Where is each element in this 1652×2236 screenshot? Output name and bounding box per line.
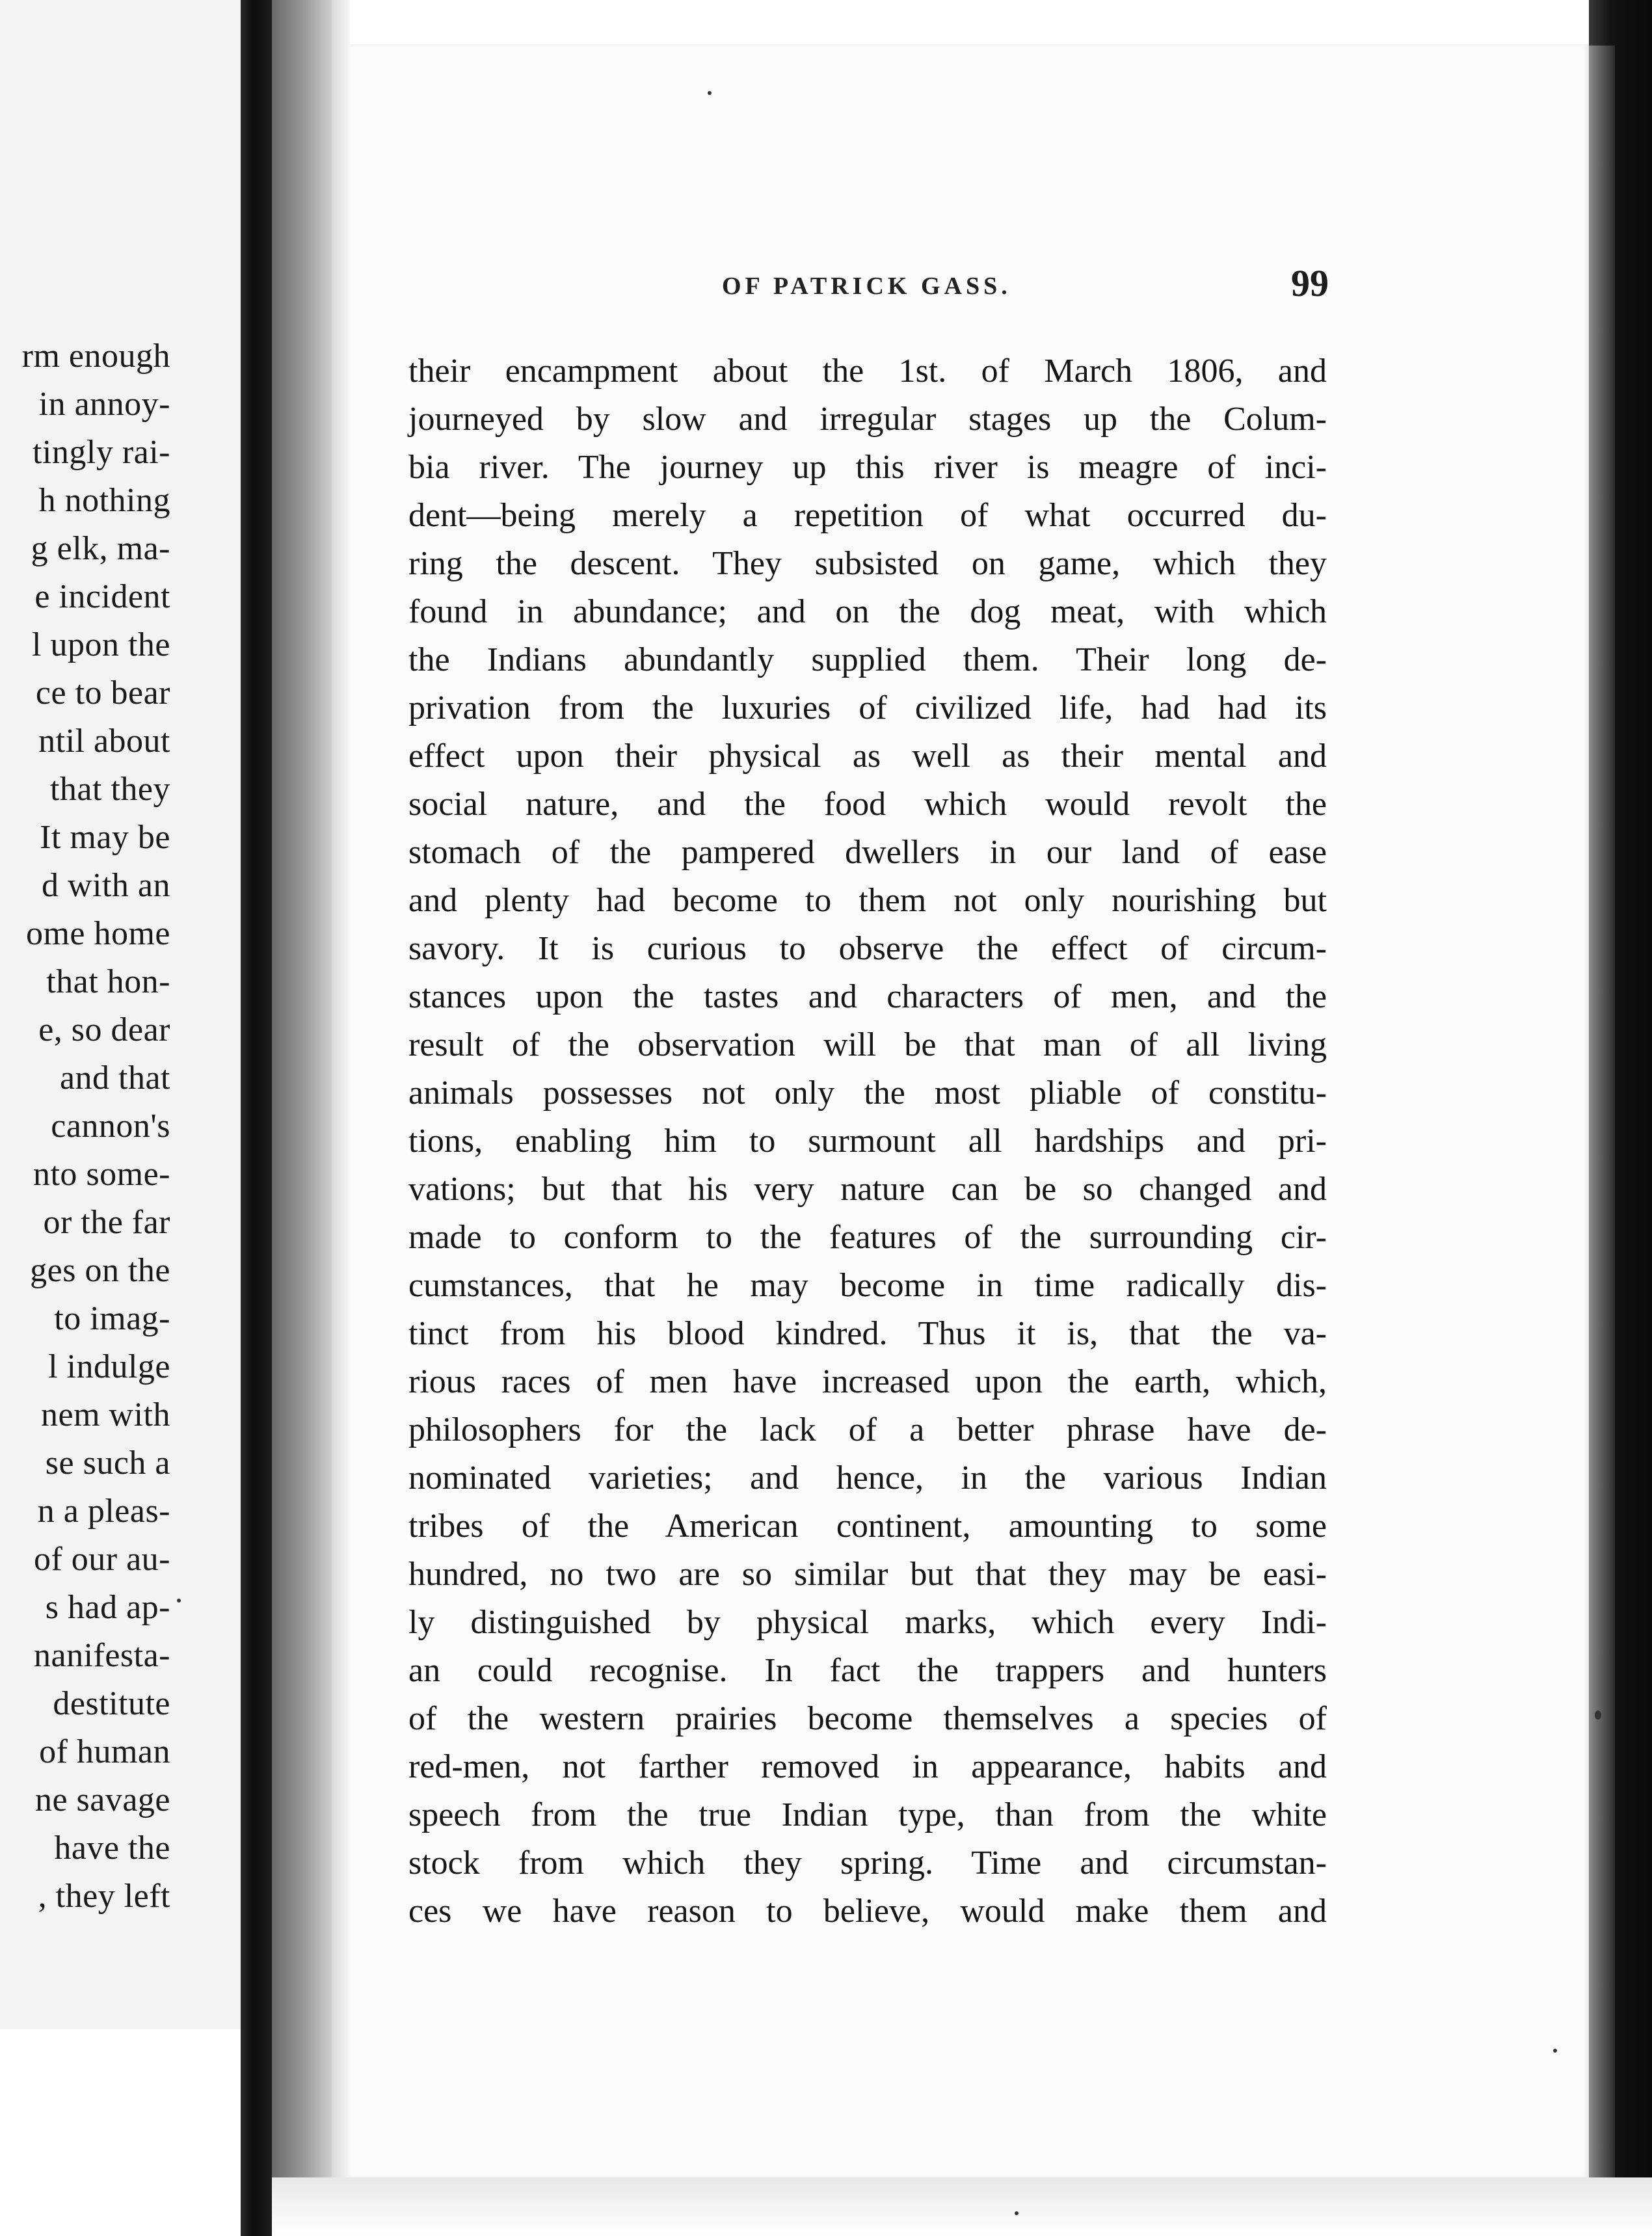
body-text-line: tribes of the American continent, amounting to some	[408, 1508, 1327, 1545]
body-text-line: made to conform to the features of the surrounding cir-	[408, 1219, 1327, 1256]
left-page-line: e incident	[34, 578, 170, 615]
left-page-line: have the	[54, 1830, 170, 1867]
left-page-line: n a pleas-	[37, 1493, 170, 1530]
body-text-line: cumstances, that he may become in time radically dis-	[408, 1267, 1327, 1304]
left-page-line: ne savage	[34, 1781, 170, 1818]
left-page-line: ce to bear	[35, 674, 170, 712]
body-text-line: social nature, and the food which would revolt the	[408, 786, 1327, 823]
body-text-line: bia river. The journey up this river is meagre of inci-	[408, 449, 1327, 486]
body-text-line: and plenty had become to them not only nourishing but	[408, 882, 1327, 919]
left-page-line: or the far	[43, 1204, 170, 1241]
body-text-line: savory. It is curious to observe the effect of circum-	[408, 930, 1327, 967]
body-text-line: hundred, no two are so similar but that they may be easi-	[408, 1556, 1327, 1593]
paper-speck	[708, 91, 712, 95]
body-text-line: journeyed by slow and irregular stages up the Colum-	[408, 401, 1327, 438]
left-page-line: that they	[49, 771, 170, 808]
body-text-line: ring the descent. They subsisted on game, which they	[408, 545, 1327, 582]
body-text-line: the Indians abundantly supplied them. Their long de-	[408, 641, 1327, 678]
body-text-line: philosophers for the lack of a better phrase have de-	[408, 1411, 1327, 1448]
left-page-line: h nothing	[38, 482, 170, 519]
left-page-line: to imag-	[54, 1300, 170, 1337]
body-text-line: ly distinguished by physical marks, which every Indi-	[408, 1604, 1327, 1641]
body-text-line: stances upon the tastes and characters of men, and the	[408, 978, 1327, 1015]
body-text-line: result of the observation will be that man of all living	[408, 1026, 1327, 1063]
page-edge	[1589, 46, 1615, 2185]
body-text-line: red-men, not farther removed in appearance, habits and	[408, 1748, 1327, 1785]
left-page-line: se such a	[45, 1444, 170, 1482]
body-text-line: an could recognise. In fact the trappers and hunters	[408, 1652, 1327, 1689]
left-page-line: nto some-	[33, 1156, 170, 1193]
body-text-line: animals possesses not only the most pliable of constitu-	[408, 1074, 1327, 1111]
left-page-line: ome home	[25, 915, 170, 952]
gutter-highlight	[332, 0, 350, 2236]
left-page-line: of our au-	[33, 1541, 170, 1578]
body-text-line: stock from which they spring. Time and circumstan-	[408, 1844, 1327, 1882]
left-page-line: in annoy-	[38, 386, 170, 423]
left-page-line: that hon-	[46, 963, 170, 1000]
left-page-line: ges on the	[30, 1252, 170, 1289]
left-page-line: and that	[59, 1059, 170, 1097]
left-page-line: tingly rai-	[32, 434, 170, 471]
body-text-line: nominated varieties; and hence, in the various Indian	[408, 1459, 1327, 1497]
left-page-line: nanifesta-	[33, 1637, 170, 1674]
body-text-line: speech from the true Indian type, than from the white	[408, 1796, 1327, 1833]
left-page-line: ntil about	[38, 723, 170, 760]
left-page-line: l indulge	[48, 1348, 170, 1385]
left-page	[0, 0, 241, 2029]
page-number: 99	[1291, 262, 1329, 304]
paper-speck	[1553, 2049, 1557, 2053]
left-page-line: cannon's	[51, 1108, 170, 1145]
left-page-line: It may be	[40, 819, 170, 856]
left-page-line: of human	[39, 1733, 170, 1770]
body-text-line: vations; but that his very nature can be so changed and	[408, 1171, 1327, 1208]
left-page-line: e, so dear	[38, 1011, 170, 1048]
left-page-line: , they left	[38, 1878, 170, 1915]
paper-speck	[1015, 2211, 1019, 2215]
left-page-line: s had ap-	[45, 1589, 170, 1626]
left-page-line: l upon the	[32, 626, 170, 663]
body-text-line: tions, enabling him to surmount all hardships and pri-	[408, 1123, 1327, 1160]
book-gutter	[272, 0, 332, 2236]
body-text-line: effect upon their physical as well as their mental and	[408, 738, 1327, 775]
body-text-line: privation from the luxuries of civilized life, had had its	[408, 689, 1327, 726]
body-text-line: dent—being merely a repetition of what occurred du-	[408, 497, 1327, 534]
left-page-line: destitute	[53, 1685, 170, 1722]
left-page-line: rm enough	[21, 338, 170, 375]
body-text-line: found in abundance; and on the dog meat, with which	[408, 593, 1327, 630]
paper-speck	[177, 1599, 181, 1603]
body-text-line: of the western prairies become themselves a species of	[408, 1700, 1327, 1737]
left-page-line: g elk, ma-	[31, 530, 170, 567]
left-page-line: d with an	[41, 867, 170, 904]
body-text-line: their encampment about the 1st. of March 1806, and	[408, 353, 1327, 390]
body-text-line: tinct from his blood kindred. Thus it is, that the va-	[408, 1315, 1327, 1352]
body-text-line: stomach of the pampered dwellers in our land of ease	[408, 834, 1327, 871]
running-head: OF PATRICK GASS.	[722, 273, 1011, 300]
paper-speck	[1595, 1710, 1601, 1720]
body-text-line: rious races of men have increased upon the earth, which,	[408, 1363, 1327, 1400]
body-text-line: ces we have reason to believe, would make them and	[408, 1893, 1327, 1930]
book-spine-shadow	[241, 0, 272, 2236]
left-page-line: nem with	[41, 1396, 170, 1433]
page-bottom-margin	[272, 2177, 1652, 2236]
